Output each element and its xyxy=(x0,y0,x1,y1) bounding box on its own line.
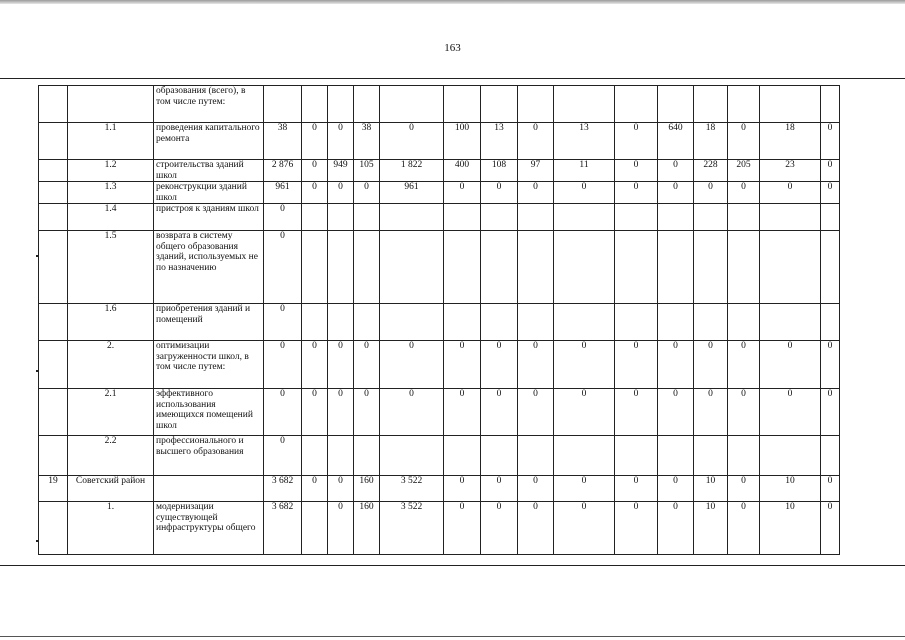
value-cell: 961 xyxy=(380,182,444,204)
value-cell: 0 xyxy=(615,182,658,204)
table-row xyxy=(39,86,840,123)
value-cell: 0 xyxy=(554,389,615,436)
value-cell xyxy=(615,436,658,476)
value-cell xyxy=(380,204,444,231)
value-cell: 100 xyxy=(444,123,481,160)
item-code-cell: Советский район xyxy=(68,476,154,502)
value-cell: 0 xyxy=(328,182,354,204)
value-cell: 0 xyxy=(694,389,728,436)
value-cell: 0 xyxy=(728,476,760,502)
value-cell: 0 xyxy=(481,476,518,502)
value-cell xyxy=(481,86,518,123)
item-code-cell: 1.4 xyxy=(68,204,154,231)
value-cell: 160 xyxy=(354,502,380,555)
item-code-cell: 2.2 xyxy=(68,436,154,476)
value-cell: 0 xyxy=(328,502,354,555)
table-row xyxy=(39,476,840,502)
value-cell xyxy=(328,304,354,341)
scan-edge-shadow xyxy=(0,0,905,4)
value-cell: 0 xyxy=(821,160,840,182)
value-cell xyxy=(554,204,615,231)
value-cell: 0 xyxy=(658,389,694,436)
value-cell xyxy=(444,204,481,231)
value-cell xyxy=(658,436,694,476)
value-cell: 18 xyxy=(760,123,821,160)
value-cell: 0 xyxy=(554,182,615,204)
value-cell xyxy=(481,436,518,476)
value-cell: 228 xyxy=(694,160,728,182)
item-code-cell xyxy=(68,86,154,123)
value-cell xyxy=(658,231,694,304)
value-cell xyxy=(518,304,554,341)
value-cell: 0 xyxy=(728,389,760,436)
value-cell: 0 xyxy=(302,341,328,389)
header-rule xyxy=(0,78,905,79)
value-cell xyxy=(615,304,658,341)
value-cell: 0 xyxy=(760,389,821,436)
value-cell xyxy=(821,304,840,341)
item-code-cell: 1.3 xyxy=(68,182,154,204)
value-cell xyxy=(658,204,694,231)
value-cell xyxy=(728,436,760,476)
value-cell: 0 xyxy=(354,389,380,436)
value-cell: 0 xyxy=(615,389,658,436)
value-cell: 0 xyxy=(728,341,760,389)
value-cell xyxy=(821,231,840,304)
value-cell: 0 xyxy=(380,389,444,436)
value-cell xyxy=(444,436,481,476)
value-cell xyxy=(481,204,518,231)
description-cell: образования (всего), в том числе путем: xyxy=(154,86,264,123)
value-cell: 0 xyxy=(380,123,444,160)
value-cell xyxy=(380,436,444,476)
value-cell: 18 xyxy=(694,123,728,160)
value-cell xyxy=(354,436,380,476)
value-cell: 0 xyxy=(328,476,354,502)
bottom-scan-edge xyxy=(0,636,905,637)
page-number: 163 xyxy=(444,42,461,54)
value-cell: 0 xyxy=(328,389,354,436)
value-cell xyxy=(444,86,481,123)
value-cell: 0 xyxy=(615,476,658,502)
value-cell: 0 xyxy=(694,182,728,204)
value-cell: 0 xyxy=(554,502,615,555)
item-code-cell: 1.5 xyxy=(68,231,154,304)
table-row xyxy=(39,389,840,436)
table-row xyxy=(39,182,840,204)
value-cell xyxy=(328,436,354,476)
value-cell: 0 xyxy=(481,341,518,389)
value-cell: 0 xyxy=(518,123,554,160)
value-cell: 2 876 xyxy=(264,160,302,182)
value-cell xyxy=(821,204,840,231)
value-cell xyxy=(760,304,821,341)
table-row xyxy=(39,160,840,182)
value-cell: 0 xyxy=(302,476,328,502)
value-cell xyxy=(518,231,554,304)
value-cell: 38 xyxy=(354,123,380,160)
description-cell: реконструкции зданий школ xyxy=(154,182,264,204)
table-row xyxy=(39,502,840,555)
value-cell xyxy=(554,436,615,476)
value-cell xyxy=(380,86,444,123)
value-cell: 38 xyxy=(264,123,302,160)
value-cell: 961 xyxy=(264,182,302,204)
value-cell: 97 xyxy=(518,160,554,182)
value-cell: 0 xyxy=(554,341,615,389)
value-cell: 0 xyxy=(444,389,481,436)
value-cell xyxy=(694,231,728,304)
value-cell: 13 xyxy=(481,123,518,160)
value-cell: 0 xyxy=(328,341,354,389)
value-cell xyxy=(302,231,328,304)
value-cell xyxy=(328,204,354,231)
value-cell: 640 xyxy=(658,123,694,160)
value-cell xyxy=(760,86,821,123)
table-row xyxy=(39,436,840,476)
value-cell xyxy=(821,86,840,123)
value-cell: 0 xyxy=(264,389,302,436)
value-cell: 0 xyxy=(821,476,840,502)
description-cell: оптимизации загруженности школ, в том числе путем: xyxy=(154,341,264,389)
value-cell: 0 xyxy=(518,502,554,555)
value-cell xyxy=(264,86,302,123)
table-row xyxy=(39,341,840,389)
value-cell xyxy=(615,204,658,231)
value-cell xyxy=(354,204,380,231)
row-number-cell xyxy=(39,123,68,160)
value-cell xyxy=(518,204,554,231)
value-cell xyxy=(658,304,694,341)
value-cell: 3 522 xyxy=(380,476,444,502)
value-cell: 0 xyxy=(328,123,354,160)
value-cell xyxy=(554,86,615,123)
value-cell xyxy=(728,86,760,123)
district-data-table xyxy=(38,85,840,555)
value-cell xyxy=(694,304,728,341)
value-cell: 0 xyxy=(518,341,554,389)
value-cell: 0 xyxy=(615,341,658,389)
value-cell: 0 xyxy=(518,476,554,502)
scan-mark xyxy=(36,540,38,542)
description-cell: строительства зданий школ xyxy=(154,160,264,182)
value-cell: 0 xyxy=(481,389,518,436)
value-cell: 3 682 xyxy=(264,476,302,502)
description-cell xyxy=(154,476,264,502)
value-cell: 3 522 xyxy=(380,502,444,555)
value-cell xyxy=(821,436,840,476)
value-cell xyxy=(302,502,328,555)
value-cell xyxy=(302,86,328,123)
value-cell xyxy=(728,304,760,341)
value-cell: 0 xyxy=(760,182,821,204)
row-number-cell xyxy=(39,204,68,231)
description-cell: возврата в систему общего образования зданий, используемых не по назначению xyxy=(154,231,264,304)
value-cell xyxy=(760,204,821,231)
value-cell xyxy=(615,231,658,304)
value-cell: 0 xyxy=(518,182,554,204)
value-cell xyxy=(694,86,728,123)
row-number-cell xyxy=(39,341,68,389)
value-cell: 0 xyxy=(264,231,302,304)
value-cell xyxy=(728,231,760,304)
value-cell: 0 xyxy=(481,502,518,555)
value-cell xyxy=(658,86,694,123)
value-cell: 0 xyxy=(264,436,302,476)
value-cell: 1 822 xyxy=(380,160,444,182)
description-cell: пристроя к зданиям школ xyxy=(154,204,264,231)
value-cell: 0 xyxy=(554,476,615,502)
value-cell xyxy=(760,436,821,476)
value-cell xyxy=(694,436,728,476)
item-code-cell: 1.1 xyxy=(68,123,154,160)
value-cell: 13 xyxy=(554,123,615,160)
value-cell: 0 xyxy=(658,476,694,502)
value-cell: 23 xyxy=(760,160,821,182)
value-cell: 108 xyxy=(481,160,518,182)
value-cell: 0 xyxy=(615,502,658,555)
value-cell: 400 xyxy=(444,160,481,182)
value-cell: 0 xyxy=(444,341,481,389)
value-cell: 105 xyxy=(354,160,380,182)
value-cell: 0 xyxy=(760,341,821,389)
item-code-cell: 1. xyxy=(68,502,154,555)
value-cell: 0 xyxy=(615,160,658,182)
table-row xyxy=(39,204,840,231)
value-cell: 0 xyxy=(821,389,840,436)
value-cell xyxy=(728,204,760,231)
item-code-cell: 1.2 xyxy=(68,160,154,182)
row-number-cell xyxy=(39,231,68,304)
value-cell: 0 xyxy=(264,204,302,231)
value-cell xyxy=(380,231,444,304)
footer-rule xyxy=(0,565,905,566)
value-cell: 0 xyxy=(821,123,840,160)
value-cell xyxy=(518,86,554,123)
description-cell: эффективного использования имеющихся помещений школ xyxy=(154,389,264,436)
row-number-cell xyxy=(39,86,68,123)
table-row xyxy=(39,304,840,341)
table-row xyxy=(39,231,840,304)
value-cell: 0 xyxy=(658,182,694,204)
value-cell xyxy=(615,86,658,123)
value-cell xyxy=(444,231,481,304)
value-cell xyxy=(694,204,728,231)
value-cell xyxy=(354,231,380,304)
row-number-cell xyxy=(39,304,68,341)
value-cell: 0 xyxy=(728,502,760,555)
value-cell: 10 xyxy=(694,502,728,555)
value-cell: 0 xyxy=(728,182,760,204)
value-cell: 0 xyxy=(481,182,518,204)
description-cell: модернизации существующей инфраструктуры общего xyxy=(154,502,264,555)
value-cell: 949 xyxy=(328,160,354,182)
value-cell: 0 xyxy=(821,182,840,204)
value-cell: 0 xyxy=(354,182,380,204)
row-number-cell xyxy=(39,160,68,182)
value-cell: 205 xyxy=(728,160,760,182)
row-number-cell xyxy=(39,182,68,204)
value-cell: 0 xyxy=(728,123,760,160)
scan-mark xyxy=(36,370,38,372)
value-cell xyxy=(328,86,354,123)
value-cell: 0 xyxy=(444,476,481,502)
value-cell: 0 xyxy=(615,123,658,160)
value-cell: 0 xyxy=(444,502,481,555)
value-cell xyxy=(302,304,328,341)
value-cell xyxy=(518,436,554,476)
value-cell: 160 xyxy=(354,476,380,502)
value-cell xyxy=(354,86,380,123)
value-cell: 3 682 xyxy=(264,502,302,555)
value-cell: 0 xyxy=(694,341,728,389)
value-cell xyxy=(328,231,354,304)
value-cell xyxy=(554,231,615,304)
value-cell: 0 xyxy=(302,389,328,436)
value-cell: 11 xyxy=(554,160,615,182)
description-cell: профессионального и высшего образования xyxy=(154,436,264,476)
value-cell xyxy=(302,204,328,231)
item-code-cell: 2. xyxy=(68,341,154,389)
value-cell xyxy=(444,304,481,341)
item-code-cell: 2.1 xyxy=(68,389,154,436)
row-number-cell xyxy=(39,502,68,555)
value-cell xyxy=(554,304,615,341)
value-cell xyxy=(481,304,518,341)
description-cell: приобретения зданий и помещений xyxy=(154,304,264,341)
value-cell: 0 xyxy=(821,502,840,555)
item-code-cell: 1.6 xyxy=(68,304,154,341)
value-cell: 10 xyxy=(694,476,728,502)
scan-mark xyxy=(36,255,38,257)
value-cell: 0 xyxy=(354,341,380,389)
table-row xyxy=(39,123,840,160)
value-cell: 0 xyxy=(302,160,328,182)
value-cell xyxy=(302,436,328,476)
row-number-cell xyxy=(39,436,68,476)
value-cell: 0 xyxy=(658,341,694,389)
value-cell: 0 xyxy=(264,341,302,389)
value-cell: 0 xyxy=(658,502,694,555)
value-cell: 0 xyxy=(518,389,554,436)
value-cell xyxy=(760,231,821,304)
value-cell: 0 xyxy=(380,341,444,389)
value-cell: 0 xyxy=(264,304,302,341)
value-cell: 10 xyxy=(760,476,821,502)
value-cell: 10 xyxy=(760,502,821,555)
value-cell: 0 xyxy=(658,160,694,182)
value-cell: 0 xyxy=(302,182,328,204)
row-number-cell xyxy=(39,389,68,436)
value-cell: 0 xyxy=(302,123,328,160)
value-cell: 0 xyxy=(821,341,840,389)
value-cell xyxy=(380,304,444,341)
row-number-cell: 19 xyxy=(39,476,68,502)
description-cell: проведения капитального ремонта xyxy=(154,123,264,160)
value-cell xyxy=(481,231,518,304)
value-cell: 0 xyxy=(444,182,481,204)
value-cell xyxy=(354,304,380,341)
